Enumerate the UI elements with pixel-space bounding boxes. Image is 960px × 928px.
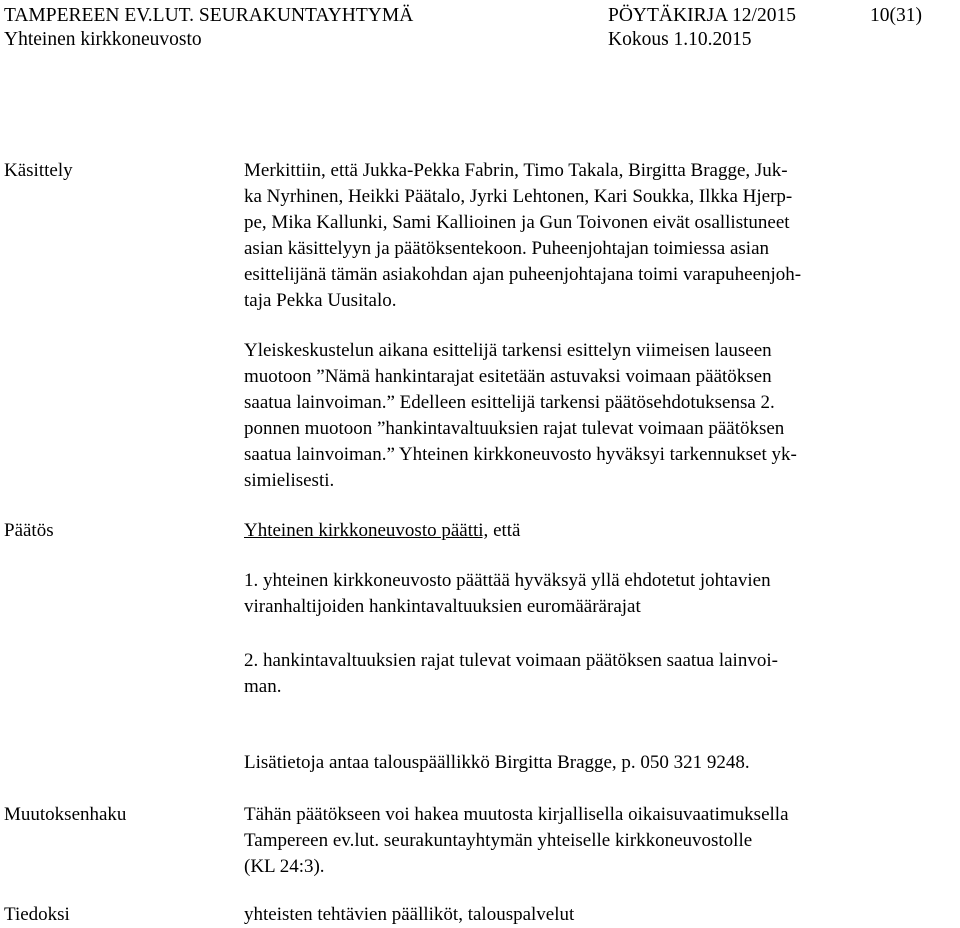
text-line: Yleiskeskustelun aikana esittelijä tarkensi esittelyn viimeisen lauseen [244, 340, 772, 361]
section-label-tiedoksi: Tiedoksi [4, 904, 70, 925]
text-line: Tampereen ev.lut. seurakuntayhtymän yhteiselle kirkkoneuvostolle [244, 830, 753, 851]
kasittely-paragraph-1 [244, 158, 904, 314]
paatos-info [244, 750, 904, 776]
text-line: pe, Mika Kallunki, Sami Kallioinen ja Gun Toivonen eivät osallistuneet [244, 212, 790, 233]
text-line: Merkittiin, että Jukka-Pekka Fabrin, Timo Takala, Birgitta Bragge, Juk- [244, 160, 788, 181]
text-line: taja Pekka Uusitalo. [244, 290, 397, 311]
tiedoksi-text [244, 902, 904, 928]
text-line: yhteisten tehtävien päälliköt, talouspalvelut [244, 904, 575, 925]
paatos-intro-line [244, 518, 904, 544]
text-line: viranhaltijoiden hankintavaltuuksien euromäärärajat [244, 596, 641, 617]
text-line: man. [244, 676, 282, 697]
paatos-intro [244, 518, 904, 544]
text-line: ka Nyrhinen, Heikki Päätalo, Jyrki Lehtonen, Kari Soukka, Ilkka Hjerp- [244, 186, 793, 207]
text-line: muotoon ”Nämä hankintarajat esitetään astuvaksi voimaan päätöksen [244, 366, 772, 387]
text-line: asian käsittelyyn ja päätöksentekoon. Puheenjohtajan toimiessa asian [244, 238, 770, 259]
paatos-item-2 [244, 648, 904, 700]
section-label-paatos: Päätös [4, 520, 54, 541]
kasittely-paragraph-2 [244, 338, 904, 494]
section-label-kasittely: Käsittely [4, 160, 73, 181]
muutoksenhaku-text [244, 802, 904, 880]
text-line: Tähän päätökseen voi hakea muutosta kirjallisella oikaisuvaatimuksella [244, 804, 789, 825]
section-label-muutoksenhaku: Muutoksenhaku [4, 804, 127, 825]
text-line: saatua lainvoiman.” Yhteinen kirkkoneuvosto hyväksyi tarkennukset yk- [244, 444, 797, 465]
text-line: saatua lainvoiman.” Edelleen esittelijä tarkensi päätösehdotuksensa 2. [244, 392, 775, 413]
text-line: (KL 24:3). [244, 856, 325, 877]
text-line: Lisätietoja antaa talouspäällikkö Birgitta Bragge, p. 050 321 9248. [244, 752, 750, 773]
text-line: simielisesti. [244, 470, 335, 491]
header-organization: TAMPEREEN EV.LUT. SEURAKUNTAYHTYMÄ [4, 5, 414, 26]
header-page-number: 10(31) [870, 5, 922, 26]
text-line: 2. hankintavaltuuksien rajat tulevat voimaan päätöksen saatua lainvoi- [244, 650, 778, 671]
header-meeting-date: Kokous 1.10.2015 [608, 29, 752, 50]
text-line: esittelijänä tämän asiakohdan ajan puheenjohtajana toimi varapuheenjoh- [244, 264, 802, 285]
paatos-item-1 [244, 568, 904, 620]
paatos-intro-rest: että [488, 520, 521, 541]
paatos-intro-underlined: Yhteinen kirkkoneuvosto päätti, [244, 520, 489, 541]
header-body-name: Yhteinen kirkkoneuvosto [4, 29, 202, 50]
text-line: ponnen muotoon ”hankintavaltuuksien rajat tulevat voimaan päätöksen [244, 418, 785, 439]
header-document-type: PÖYTÄKIRJA 12/2015 [608, 5, 796, 26]
text-line: 1. yhteinen kirkkoneuvosto päättää hyväksyä yllä ehdotetut johtavien [244, 570, 771, 591]
